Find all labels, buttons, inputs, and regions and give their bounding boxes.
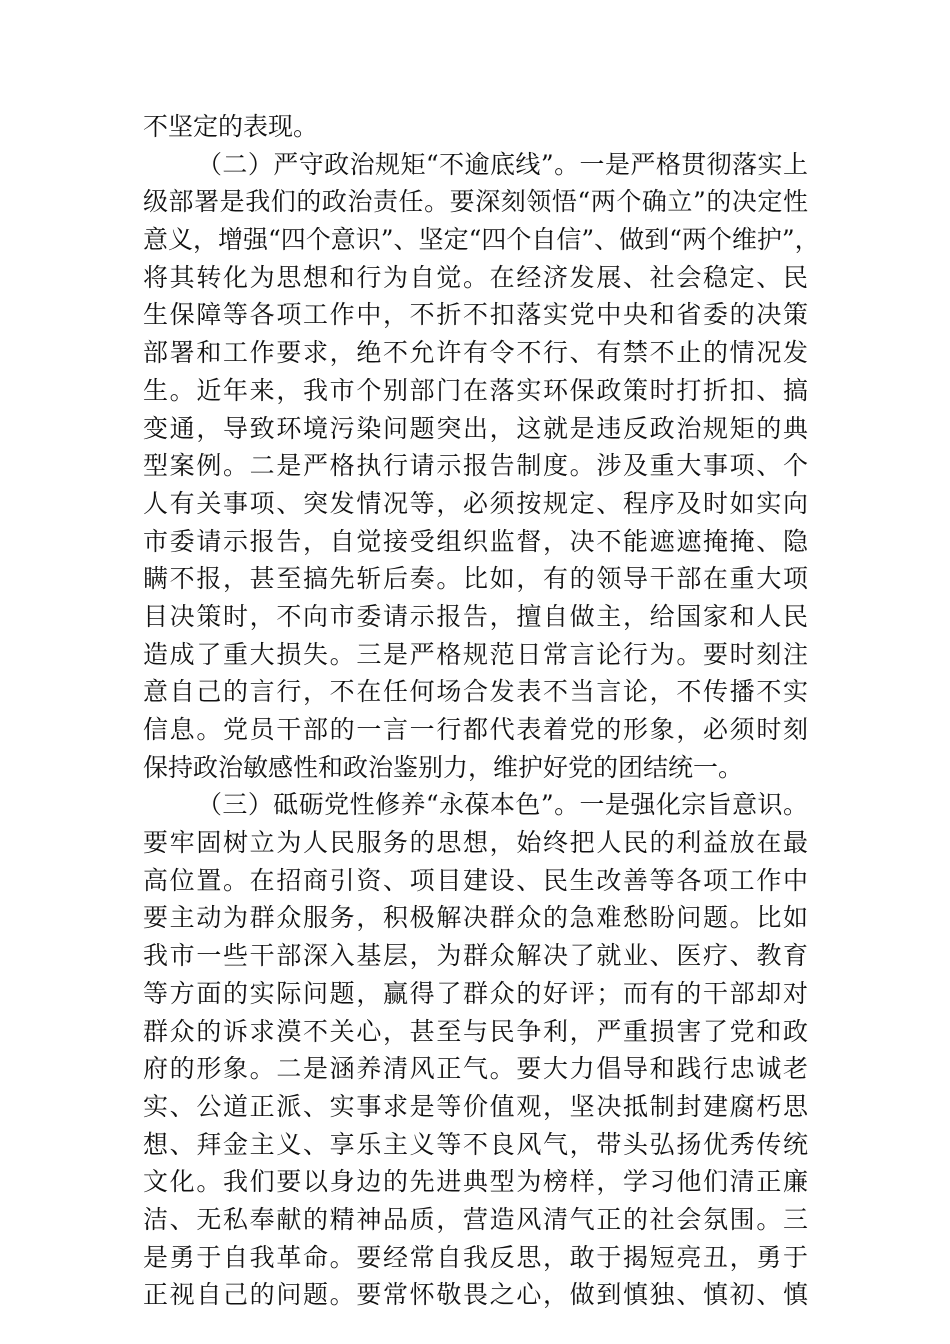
text-line: 实、公道正派、实事求是等价值观，坚决抵制封建腐朽思 xyxy=(143,1091,808,1121)
text-line: 人有关事项、突发情况等，必须按规定、程序及时如实向 xyxy=(143,488,808,518)
text-line: 保持政治敏感性和政治鉴别力，维护好党的团结统一。 xyxy=(143,752,744,782)
text-line: 生保障等各项工作中，不折不扣落实党中央和省委的决策 xyxy=(143,300,808,330)
text-line: 高位置。在招商引资、项目建设、民生改善等各项工作中 xyxy=(143,865,808,895)
text-line: 将其转化为思想和行为自觉。在经济发展、社会稳定、民 xyxy=(143,262,808,292)
text-line: 型案例。二是严格执行请示报告制度。涉及重大事项、个 xyxy=(143,451,808,481)
text-line: 想、拜金主义、享乐主义等不良风气，带头弘扬优秀传统 xyxy=(143,1129,808,1159)
text-line: 意义，增强“四个意识”、坚定“四个自信”、做到“两个维护”， xyxy=(143,225,820,255)
text-line: 要牢固树立为人民服务的思想，始终把人民的利益放在最 xyxy=(143,828,808,858)
text-line: 生。近年来，我市个别部门在落实环保政策时打折扣、搞 xyxy=(143,375,808,405)
text-line: （三）砥砺党性修养“永葆本色”。一是强化宗旨意识。 xyxy=(197,790,808,820)
text-line: 瞒不报，甚至搞先斩后奏。比如，有的领导干部在重大项 xyxy=(143,564,808,594)
text-line: 正视自己的问题。要常怀敬畏之心，做到慎独、慎初、慎 xyxy=(143,1280,808,1310)
text-line: 群众的诉求漠不关心，甚至与民争利，严重损害了党和政 xyxy=(143,1016,808,1046)
text-line: 不坚定的表现。 xyxy=(143,112,319,141)
text-line: 信息。党员干部的一言一行都代表着党的形象，必须时刻 xyxy=(143,715,808,744)
text-line: 变通，导致环境污染问题突出，这就是违反政治规矩的典 xyxy=(143,413,808,443)
text-line: 意自己的言行，不在任何场合发表不当言论，不传播不实 xyxy=(143,677,808,707)
text-line: 是勇于自我革命。要经常自我反思，敢于揭短亮丑，勇于 xyxy=(143,1242,808,1272)
text-line: 洁、无私奉献的精神品质，营造风清气正的社会氛围。三 xyxy=(143,1204,808,1234)
text-line: 文化。我们要以身边的先进典型为榜样，学习他们清正廉 xyxy=(143,1167,808,1197)
text-line: 市委请示报告，自觉接受组织监督，决不能遮遮掩掩、隐 xyxy=(143,526,808,556)
body-text xyxy=(143,108,820,1314)
text-line: 要主动为群众服务，积极解决群众的急难愁盼问题。比如 xyxy=(143,903,808,933)
text-line: 部署和工作要求，绝不允许有令不行、有禁不止的情况发 xyxy=(143,338,808,368)
text-line: 府的形象。二是涵养清风正气。要大力倡导和践行忠诚老 xyxy=(143,1054,808,1084)
text-line: 我市一些干部深入基层，为群众解决了就业、医疗、教育 xyxy=(143,941,808,971)
text-line: 等方面的实际问题，赢得了群众的好评；而有的干部却对 xyxy=(143,978,808,1008)
text-line: 造成了重大损失。三是严格规范日常言论行为。要时刻注 xyxy=(143,639,808,669)
text-line: 目决策时，不向市委请示报告，擅自做主，给国家和人民 xyxy=(143,601,808,631)
text-line: （二）严守政治规矩“不逾底线”。一是严格贯彻落实上 xyxy=(197,149,808,179)
text-line: 级部署是我们的政治责任。要深刻领悟“两个确立”的决定性 xyxy=(143,187,808,217)
